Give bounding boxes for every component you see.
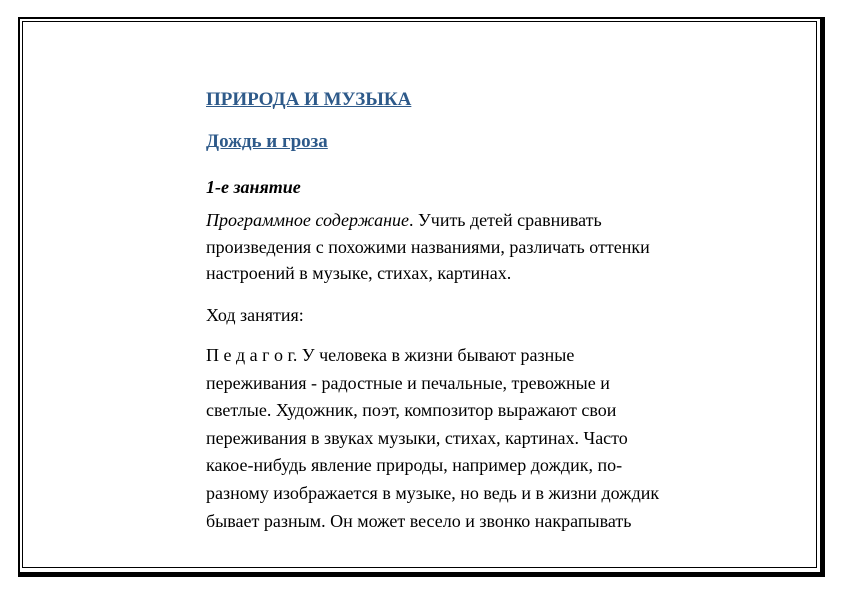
program-line-3: настроений в музыке, стихах, картинах. (206, 263, 512, 283)
lesson-number: 1-е занятие (206, 177, 301, 197)
document-content (206, 86, 726, 531)
body-line-3: светлые. Художник, поэт, композитор выражают свои (206, 400, 617, 421)
program-label: Программное содержание (206, 210, 410, 230)
body-line-1: П е д а г о г. У человека в жизни бывают разные (206, 345, 575, 365)
body-line-4: переживания в звуках музыки, стихах, картинах. Часто (206, 427, 628, 448)
body-line-6: разному изображается в музыке, но ведь и в жизни дождик (206, 482, 660, 503)
body-line-5: какое-нибудь явление природы, например дождик, по- (206, 455, 623, 476)
program-text: . Учить детей сравнивать (409, 210, 602, 230)
body-line-7: бывает разным. Он может весело и звонко накрапывать (206, 510, 632, 531)
document-subtitle: Дождь и гроза (206, 131, 328, 152)
document-title: ПРИРОДА И МУЗЫКА (206, 89, 412, 110)
program-content-paragraph (206, 207, 726, 287)
course-heading: Ход занятия: (206, 305, 304, 325)
body-paragraph (206, 342, 726, 535)
body-line-2: переживания - радостные и печальные, тревожные и (206, 372, 610, 393)
program-line-1 (206, 207, 726, 234)
program-line-2: произведения с похожими названиями, различать оттенки (206, 236, 650, 257)
